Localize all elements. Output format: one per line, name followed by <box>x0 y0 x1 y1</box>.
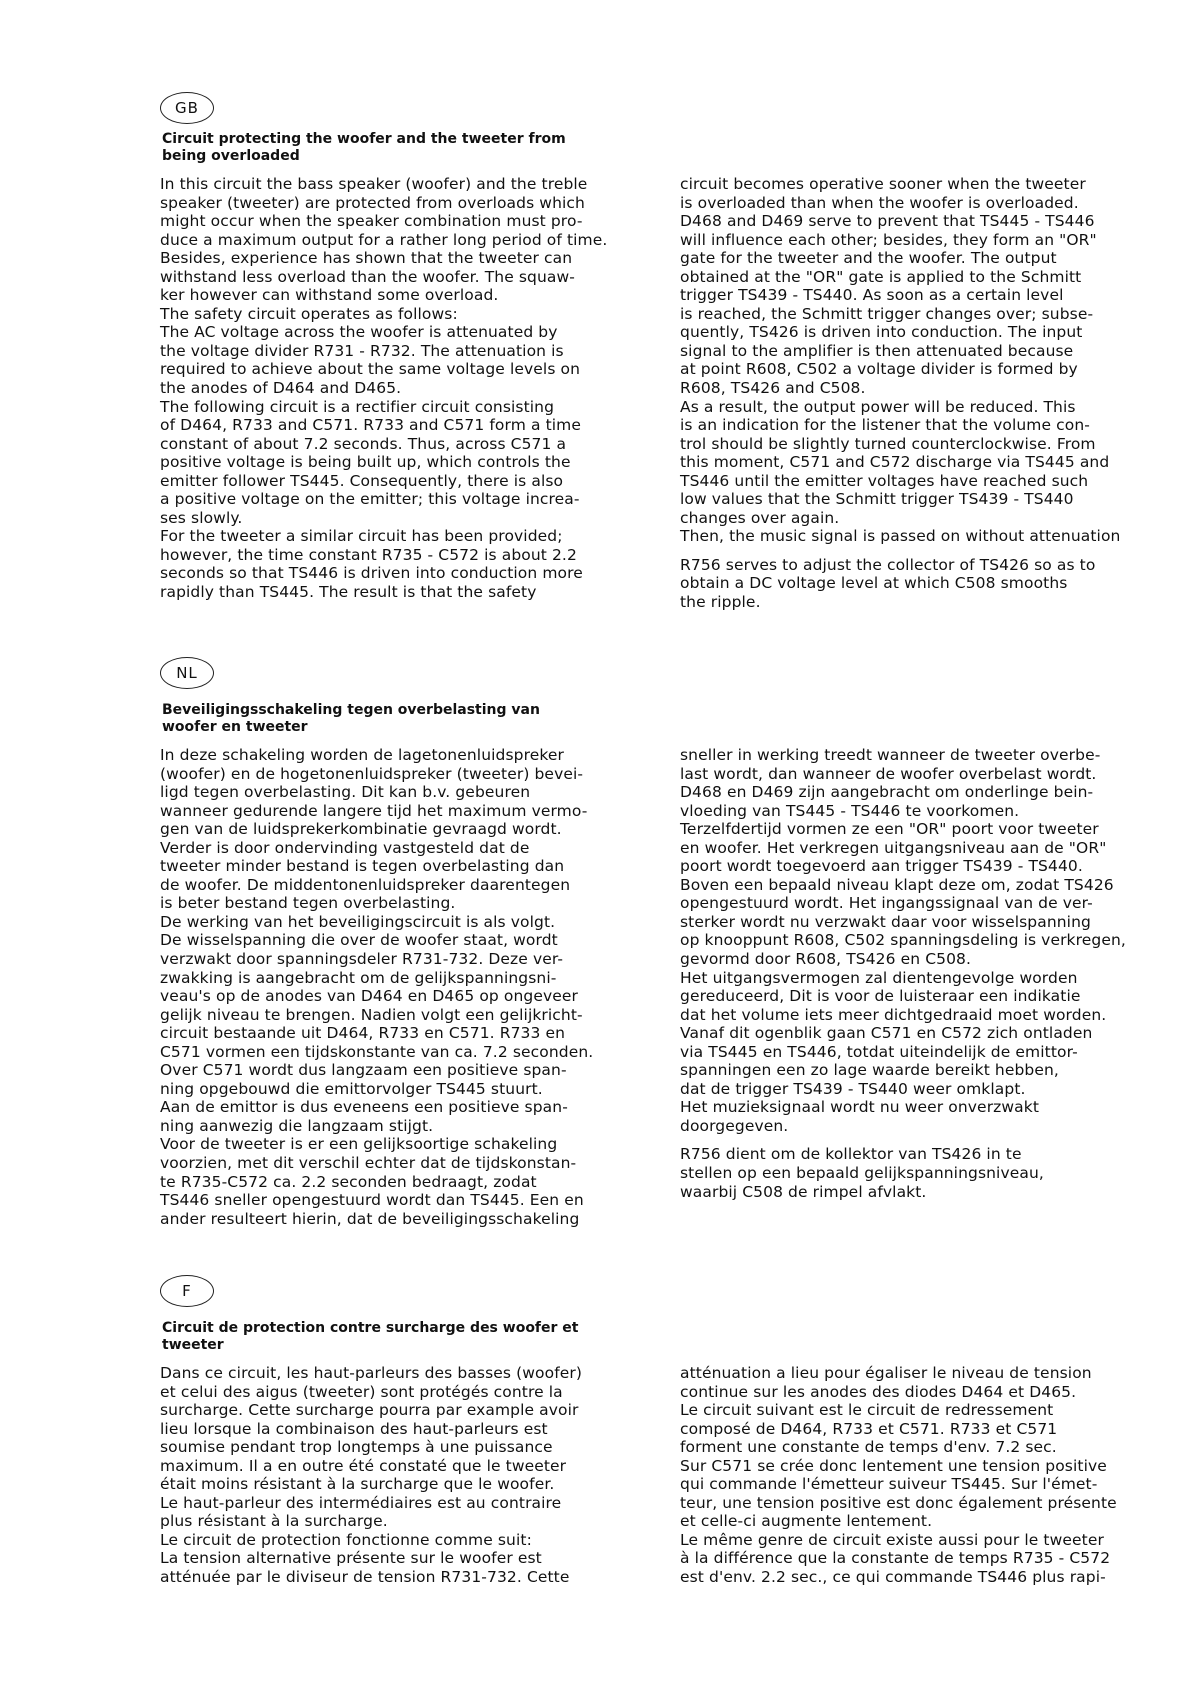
body-text-gb-right: circuit becomes operative sooner when the tweeter is overloaded than when the woofer is overloaded. D468 and D469 serve to prevent that TS445 - TS446 will influence each other; besides, they form an "OR" gate for the tweeter and the woofer. The output obtained at the "OR" gate is applied to the Schmitt trigger TS439 - TS440. As soon as a certain level is reached, the Schmitt trigger changes over; subse- quently, TS426 is driven into conduction. The input signal to the amplifier is then attenuated because at point R608, C502 a voltage divider is formed by R608, TS426 and C508. As a result, the output power will be reduced. This is an indication for the listener that the volume con- trol should be slightly turned counterclockwise. From this moment, C571 and C572 discharge via TS445 and TS446 until the emitter voltages have reached such low values that the Schmitt trigger TS439 - TS440 changes over again. Then, the music signal is passed on without attenuation <box>680 175 1121 546</box>
body-column-nl-right <box>680 746 1126 1201</box>
language-badge-gb <box>160 92 214 124</box>
body-text-fr-left: Dans ce circuit, les haut-parleurs des basses (woofer) et celui des aigus (tweeter) sont protégés contre la surcharge. Cette surcharge pourra par example avoir lieu lorsque la combinaison des haut-parleurs est soumise pendant trop longtemps à une puissance maximum. Il a en outre été constaté que le tweeter était moins résistant à la surcharge que le woofer. Le haut-parleur des intermédiaires est au contraire plus résistant à la surcharge. Le circuit de protection fonctionne comme suit: La tension alternative présente sur le woofer est atténuée par le diviseur de tension R731-732. Cette <box>160 1364 583 1587</box>
language-badge-nl <box>160 657 214 689</box>
body-text-nl-left: In deze schakeling worden de lagetonenluidspreker (woofer) en de hogetonenluidspreker (tweeter) bevei- ligd tegen overbelasting. Dit kan b.v. gebeuren wanneer gedurende langere tijd het maximum vermo- gen van de luidsprekerkombinatie gevraagd wordt. Verder is door ondervinding vastgesteld dat de tweeter minder bestand is tegen overbelasting dan de woofer. De middentonenluidspreker daarentegen is beter bestand tegen overbelasting. De werking van het beveiligingscircuit is als volgt. De wisselspanning die over de woofer staat, wordt verzwakt door spanningsdeler R731-732. Deze ver- zwakking is aangebracht om de gelijkspanningsni- veau's op de anodes van D464 en D465 op ongeveer gelijk niveau te brengen. Nadien volgt een gelijkricht- circuit bestaande uit D464, R733 en C571. R733 en C571 vormen een tijdskonstante van ca. 7.2 seconden. Over C571 wordt dus langzaam een positieve span- ning opgebouwd die emittorvolger TS445 stuurt. Aan de emittor is dus eveneens een positieve span- ning aanwezig die langzaam stijgt. Voor de tweeter is er een gelijksoortige schakeling voorzien, met dit verschil echter dat de tijdskonstan- te R735-C572 ca. 2.2 seconden bedraagt, zodat TS446 sneller opengestuurd wordt dan TS445. Een en ander resulteert hierin, dat de beveiligingsschakeling <box>160 746 594 1228</box>
body-column-gb-right <box>680 175 1120 612</box>
badge-label: NL <box>176 664 198 682</box>
badge-label: GB <box>175 99 199 117</box>
body-text-gb-left: In this circuit the bass speaker (woofer) and the treble speaker (tweeter) are protected from overloads which might occur when the speaker combination must pro- duce a maximum output for a rather long period of time. Besides, experience has shown that the tweeter can withstand less overload than the woofer. The squaw- ker however can withstand some overload. The safety circuit operates as follows: The AC voltage across the woofer is attenuated by the voltage divider R731 - R732. The attenuation is required to achieve about the same voltage levels on the anodes of D464 and D465. The following circuit is a rectifier circuit consisting of D464, R733 and C571. R733 and C571 form a time constant of about 7.2 seconds. Thus, across C571 a positive voltage is being built up, which controls the emitter follower TS445. Consequently, there is also a positive voltage on the emitter; this voltage increa- ses slowly. For the tweeter a similar circuit has been provided; however, the time constant R735 - C572 is about 2.2 seconds so that TS446 is driven into conduction more rapidly than TS445. The result is that the safety <box>160 175 608 602</box>
body-text-nl-right-note: R756 dient om de kollektor van TS426 in te stellen op een bepaald gelijkspanningsniveau, waarbij C508 de rimpel afvlakt. <box>680 1145 1044 1201</box>
section-heading-gb: Circuit protecting the woofer and the tweeter from being overloaded <box>162 131 566 164</box>
badge-label: F <box>182 1282 192 1300</box>
body-text-nl-right: sneller in werking treedt wanneer de tweeter overbe- last wordt, dan wanneer de woofer overbelast wordt. D468 en D469 zijn aangebracht om onderlinge bein- vloeding van TS445 - TS446 te voorkomen. Terzelfdertijd vormen ze een "OR" poort voor tweeter en woofer. Het verkregen uitgangsniveau aan de "OR" poort wordt toegevoerd aan trigger TS439 - TS440. Boven een bepaald niveau klapt deze om, zodat TS426 opengestuurd wordt. Het ingangssignaal van de ver- sterker wordt nu verzwakt daar voor wisselspanning op knooppunt R608, C502 spanningsdeling is verkregen, gevormd door R608, TS426 en C508. Het uitgangsvermogen zal dientengevolge worden gereduceerd, Dit is voor de luisteraar een indikatie dat het volume iets meer dichtgedraaid moet worden. Vanaf dit ogenblik gaan C571 en C572 zich ontladen via TS445 en TS446, totdat uiteindelijk de emittor- spanningen een zo lage waarde bereikt hebben, dat de trigger TS439 - TS440 weer omklapt. Het muzieksignaal wordt nu weer onverzwakt doorgegeven. <box>680 746 1126 1135</box>
body-text-fr-right: atténuation a lieu pour égaliser le niveau de tension continue sur les anodes des diodes D464 et D465. Le circuit suivant est le circuit de redressement composé de D464, R733 et C571. R733 et C571 forment une constante de temps d'env. 7.2 sec. Sur C571 se crée donc lentement une tension positive qui commande l'émetteur suiveur TS445. Sur l'émet- teur, une tension positive est donc également présente et celle-ci augmente lentement. Le même genre de circuit existe aussi pour le tweeter à la différence que la constante de temps R735 - C572 est d'env. 2.2 sec., ce qui commande TS446 plus rapi- <box>680 1364 1117 1587</box>
section-heading-fr: Circuit de protection contre surcharge des woofer et tweeter <box>162 1320 579 1353</box>
section-heading-nl: Beveiligingsschakeling tegen overbelasting van woofer en tweeter <box>162 702 540 735</box>
language-badge-fr <box>160 1275 214 1307</box>
body-text-gb-right-note: R756 serves to adjust the collector of TS426 so as to obtain a DC voltage level at which C508 smooths the ripple. <box>680 555 1096 612</box>
